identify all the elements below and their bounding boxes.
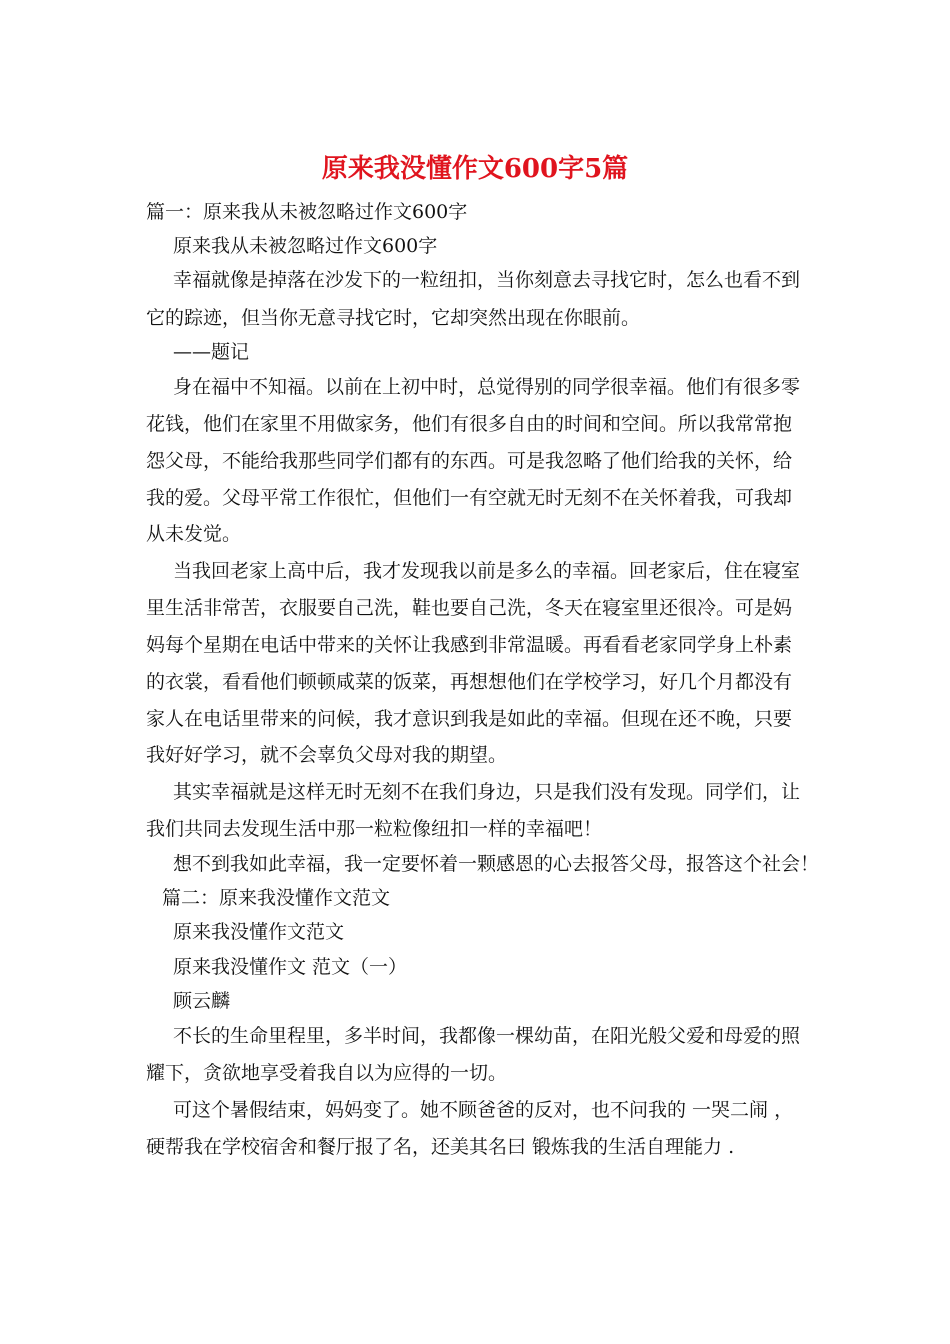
paragraph-line: 家人在电话里带来的问候，我才意识到我是如此的幸福。但现在还不晚，只要 <box>146 708 793 730</box>
paragraph-line: 我的爱。父母平常工作很忙，但他们一有空就无时无刻不在关怀着我，可我却 <box>146 487 793 509</box>
paragraph-line: 花钱，他们在家里不用做家务，他们有很多自由的时间和空间。所以我常常抱 <box>146 413 793 435</box>
essay-title-2: 原来我没懂作文范文 <box>173 921 345 943</box>
paragraph-line: 我们共同去发现生活中那一粒粒像纽扣一样的幸福吧！ <box>146 818 603 840</box>
author-name: 顾云麟 <box>173 990 231 1012</box>
paragraph-line: 它的踪迹，但当你无意寻找它时，它却突然出现在你眼前。 <box>146 307 641 329</box>
paragraph-line: 身在福中不知福。以前在上初中时，总觉得别的同学很幸福。他们有很多零 <box>173 376 801 398</box>
paragraph-line: 我好好学习，就不会辜负父母对我的期望。 <box>146 744 508 766</box>
paragraph-line: 的衣裳，看看他们顿顿咸菜的饭菜，再想想他们在学校学习，好几个月都没有 <box>146 671 793 693</box>
paragraph-line: 当我回老家上高中后，我才发现我以前是多么的幸福。回老家后，住在寝室 <box>173 560 801 582</box>
epigraph-note: ——题记 <box>173 341 250 363</box>
paragraph-line: 怨父母，不能给我那些同学们都有的东西。可是我忽略了他们给我的关怀，给 <box>146 450 793 472</box>
document-title: 原来我没懂作文600字5篇 <box>321 154 629 184</box>
paragraph-line: 硬帮我在学校宿舍和餐厅报了名，还美其名曰 锻炼我的生活自理能力 . <box>146 1136 735 1158</box>
paragraph-line: 妈每个星期在电话中带来的关怀让我感到非常温暖。再看看老家同学身上朴素 <box>146 634 793 656</box>
paragraph-line: 其实幸福就是这样无时无刻不在我们身边，只是我们没有发现。同学们，让 <box>173 781 801 803</box>
paragraph-line: 耀下，贪欲地享受着我自以为应得的一切。 <box>146 1062 508 1084</box>
paragraph-line: 幸福就像是掉落在沙发下的一粒纽扣，当你刻意去寻找它时，怎么也看不到 <box>173 269 801 291</box>
paragraph-line: 可这个暑假结束，妈妈变了。她不顾爸爸的反对，也不问我的 一哭二闹 ， <box>173 1099 794 1121</box>
essay-subtitle: 原来我没懂作文 范文（一） <box>173 956 408 978</box>
section-heading-2: 篇二：原来我没懂作文范文 <box>162 887 391 909</box>
paragraph-line: 从未发觉。 <box>146 523 242 545</box>
section-heading-1: 篇一：原来我从未被忽略过作文600字 <box>146 201 468 223</box>
paragraph-line: 想不到我如此幸福，我一定要怀着一颗感恩的心去报答父母，报答这个社会！ <box>173 853 820 875</box>
paragraph-line: 里生活非常苦，衣服要自己洗，鞋也要自己洗，冬天在寝室里还很冷。可是妈 <box>146 597 793 619</box>
paragraph-line: 不长的生命里程里，多半时间，我都像一棵幼苗，在阳光般父爱和母爱的照 <box>173 1025 801 1047</box>
essay-title-1: 原来我从未被忽略过作文600字 <box>173 235 438 257</box>
